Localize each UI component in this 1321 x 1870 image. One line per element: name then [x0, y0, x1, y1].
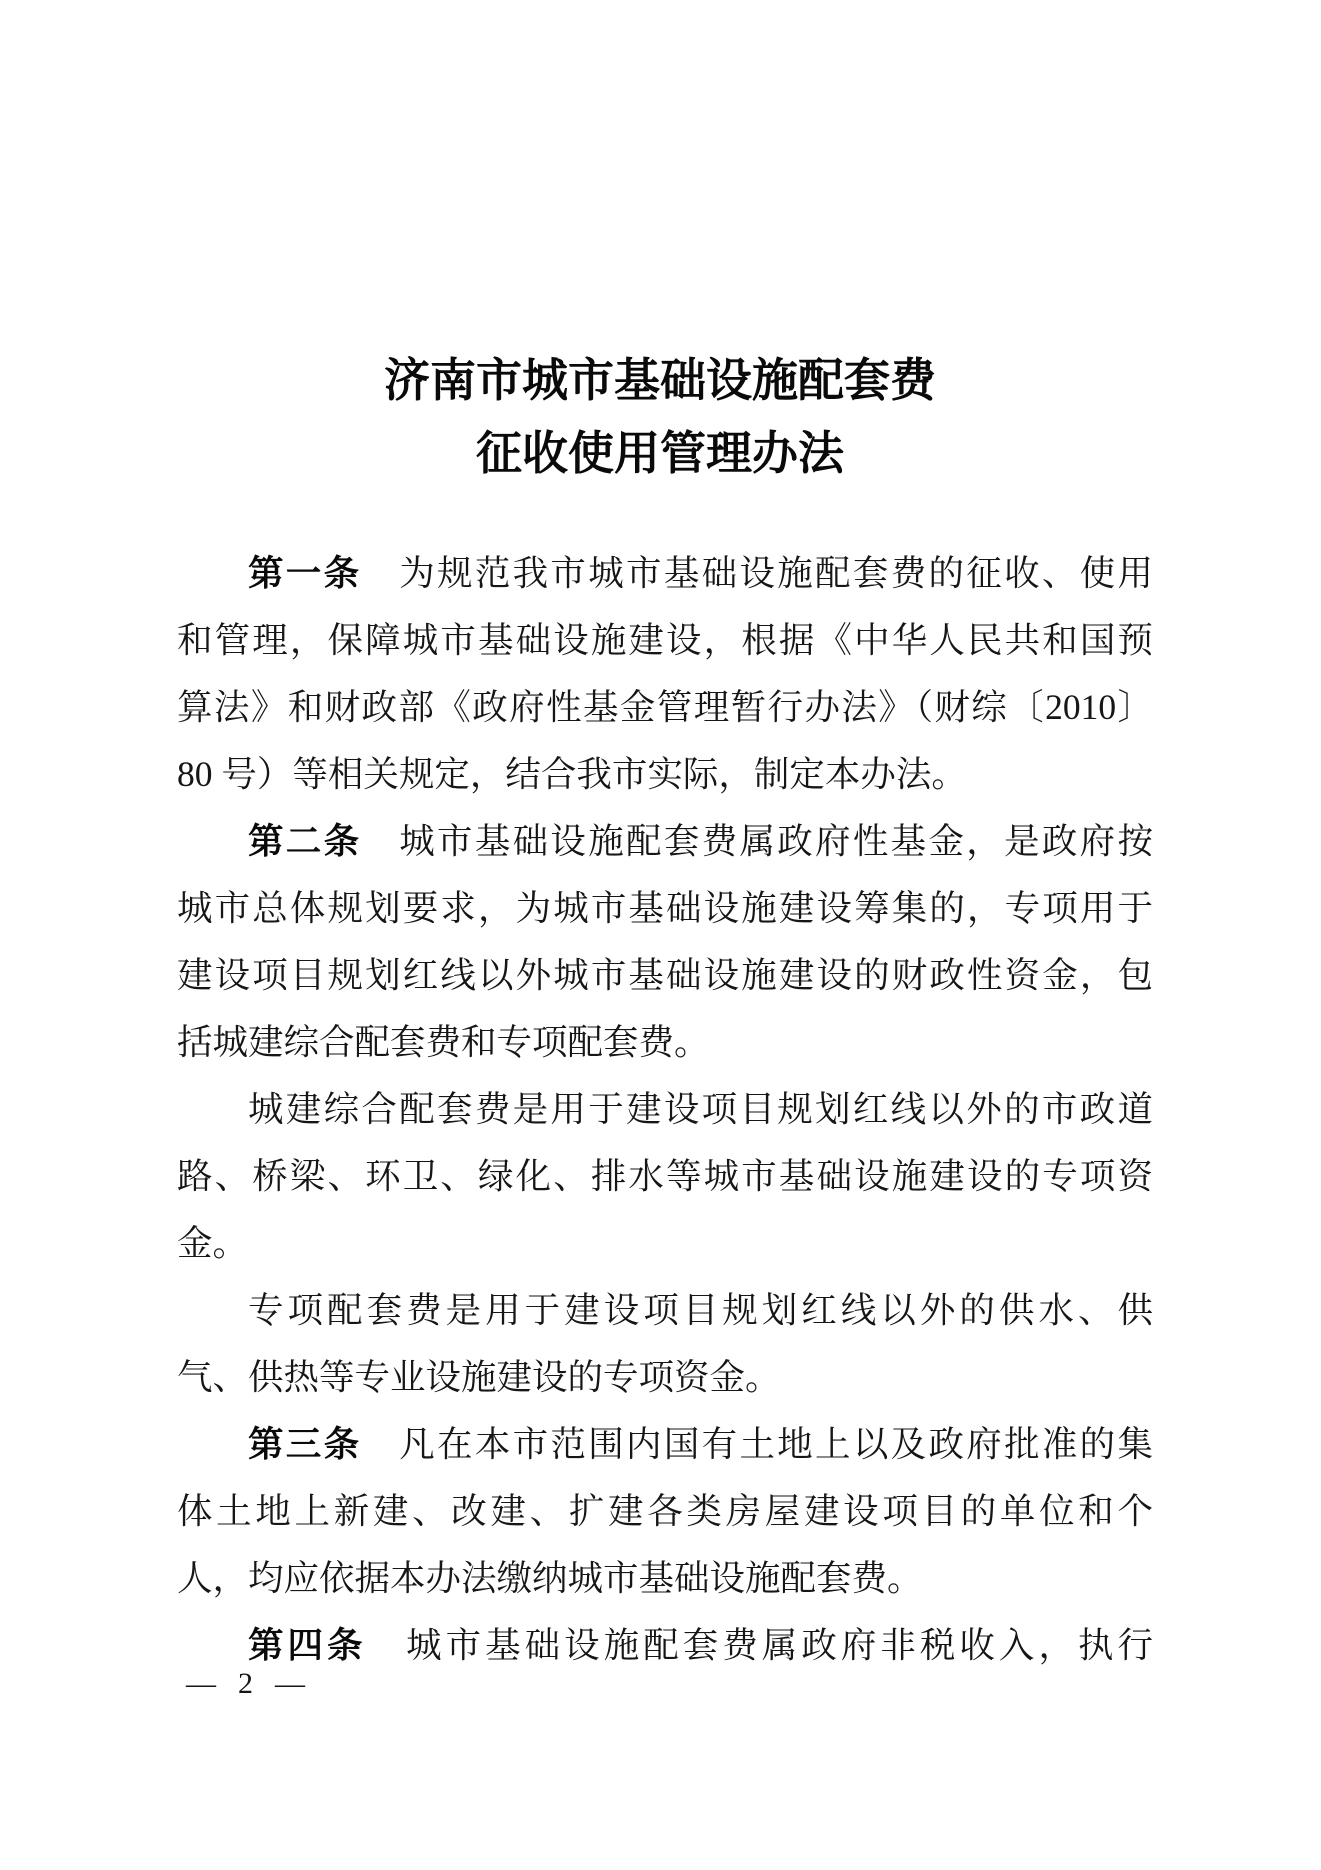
text-line: 建设项目规划红线以外城市基础设施建设的财政性资金，包	[177, 955, 1153, 995]
document-title	[172, 344, 1148, 490]
page-number: 2	[238, 1667, 253, 1700]
article-label: 第二条	[248, 821, 362, 861]
body-paragraph	[177, 1076, 1153, 1277]
document-title-line-2: 征收使用管理办法	[476, 428, 844, 479]
article-paragraph	[177, 808, 1153, 1076]
article-paragraph	[177, 540, 1153, 808]
document-body	[177, 540, 1153, 1679]
text-line: 路、桥梁、环卫、绿化、排水等城市基础设施建设的专项资	[177, 1156, 1153, 1196]
text-line: 专项配套费是用于建设项目规划红线以外的供水、供	[248, 1290, 1153, 1330]
document-title-line-1: 济南市城市基础设施配套费	[384, 355, 936, 406]
article-label: 第一条	[248, 553, 362, 593]
text-line: 人，均应依据本办法缴纳城市基础设施配套费。	[177, 1558, 923, 1598]
text-line: 第二条 城市基础设施配套费属政府性基金，是政府按	[248, 821, 1153, 861]
text-line: 算法》和财政部《政府性基金管理暂行办法》（财综〔2010〕	[177, 687, 1153, 727]
text-line: 城市总体规划要求，为城市基础设施建设筹集的，专项用于	[177, 888, 1153, 928]
text-line: 第三条 凡在本市范围内国有土地上以及政府批准的集	[248, 1424, 1153, 1464]
text-line: 和管理，保障城市基础设施建设，根据《中华人民共和国预	[177, 620, 1153, 660]
text-line: 气、供热等专业设施建设的专项资金。	[177, 1357, 781, 1397]
article-paragraph	[177, 1411, 1153, 1612]
text-line: 城建综合配套费是用于建设项目规划红线以外的市政道	[248, 1089, 1153, 1129]
footer-dash-left: —	[186, 1667, 216, 1700]
footer-dash-right: —	[275, 1667, 305, 1700]
text-line: 第四条 城市基础设施配套费属政府非税收入，执行	[248, 1625, 1153, 1665]
article-paragraph	[177, 1612, 1153, 1679]
text-line: 体土地上新建、改建、扩建各类房屋建设项目的单位和个	[177, 1491, 1153, 1531]
article-label: 第三条	[248, 1424, 362, 1464]
body-paragraph	[177, 1277, 1153, 1411]
text-line: 第一条 为规范我市城市基础设施配套费的征收、使用	[248, 553, 1153, 593]
page-footer	[186, 1666, 305, 1702]
article-label: 第四条	[248, 1625, 367, 1665]
text-line: 金。	[177, 1223, 249, 1263]
text-line: 80 号）等相关规定，结合我市实际，制定本办法。	[177, 754, 967, 794]
text-line: 括城建综合配套费和专项配套费。	[177, 1022, 710, 1062]
